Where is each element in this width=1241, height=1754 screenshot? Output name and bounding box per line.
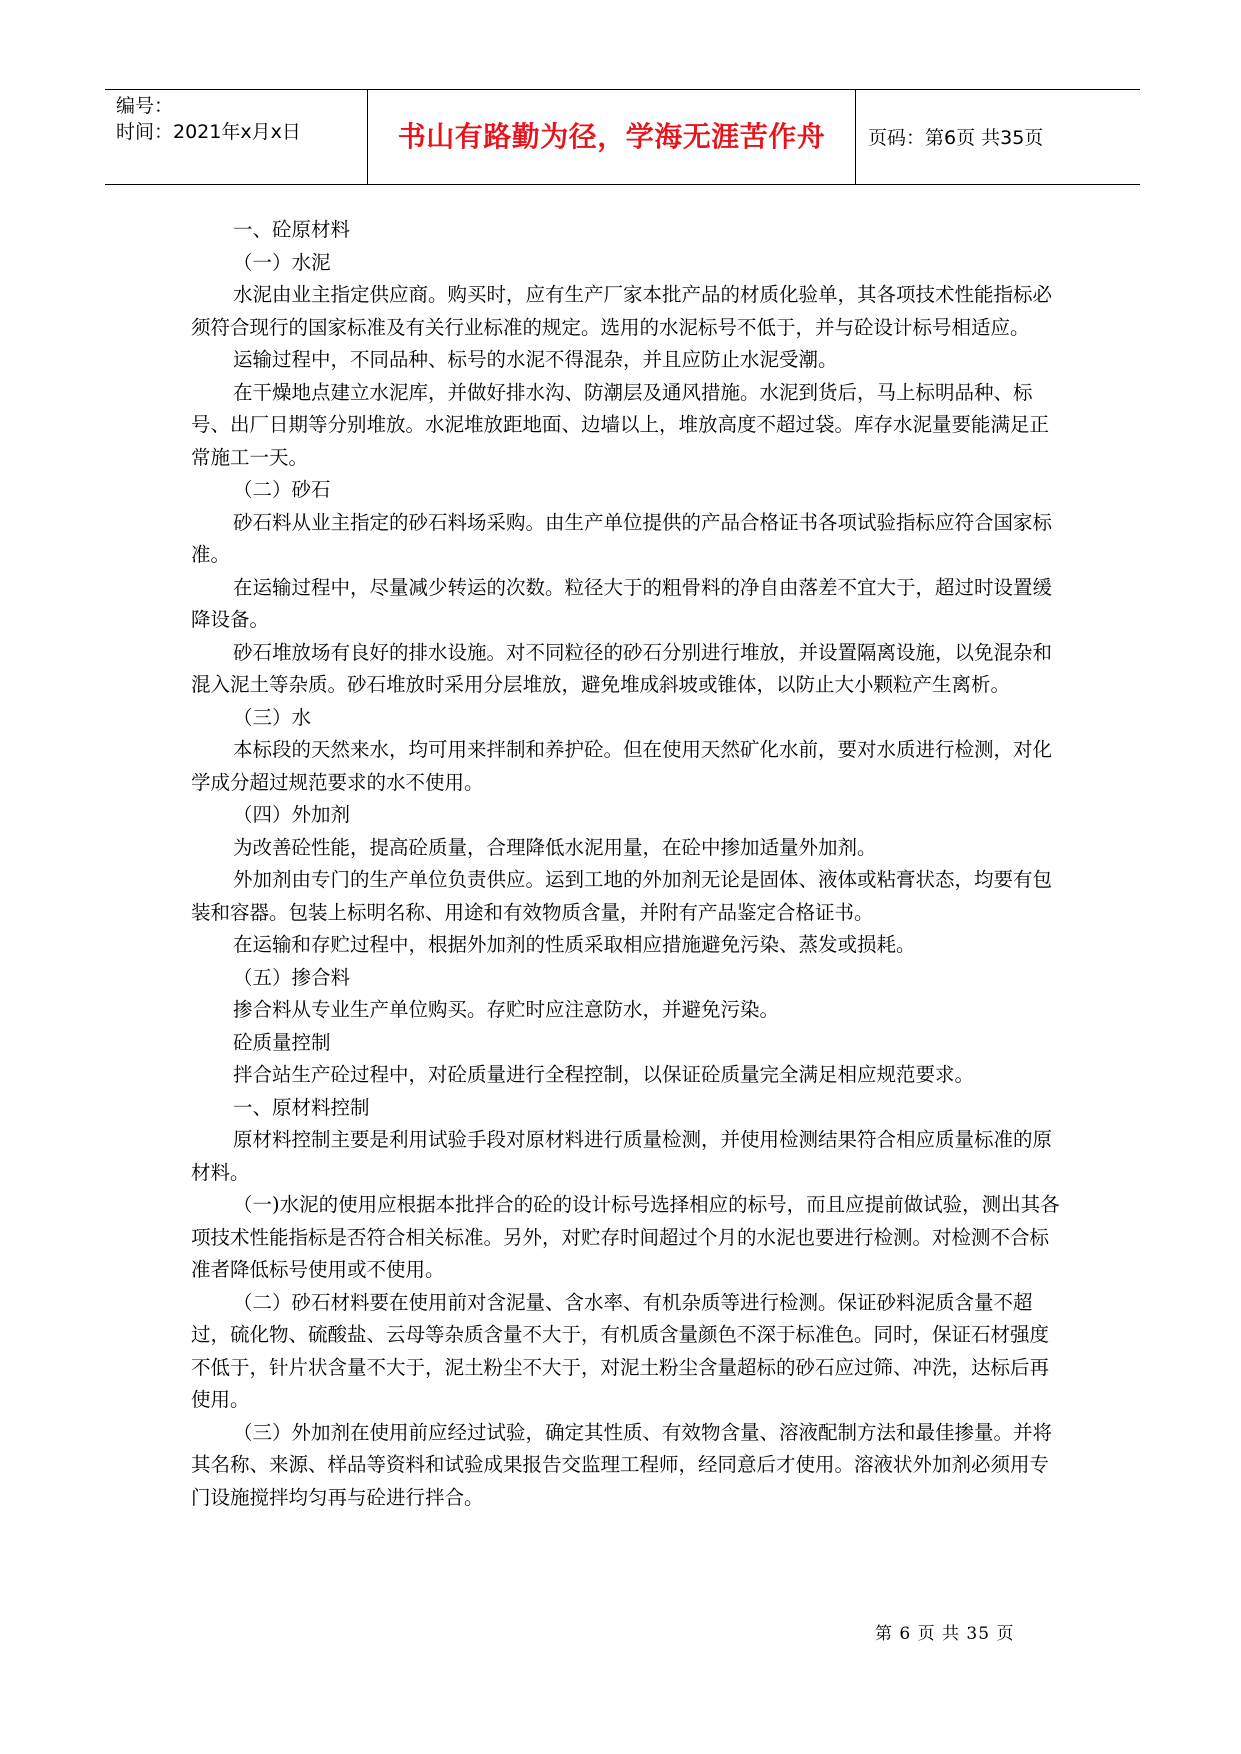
body-paragraph: 本标段的天然来水，均可用来拌制和养护砼。但在使用天然矿化水前，要对水质进行检测，对化学成分超过规范要求的水不使用。 [191,738,1053,794]
header-info-cell [105,90,368,184]
body-paragraph: 原材料控制主要是利用试验手段对原材料进行质量检测，并使用检测结果符合相应质量标准的原材料。 [191,1128,1053,1184]
body-paragraph: 砂石堆放场有良好的排水设施。对不同粒径的砂石分别进行堆放，并设置隔离设施，以免混杂和混入泥土等杂质。砂石堆放时采用分层堆放，避免堆成斜坡或锥体，以防止大小颗粒产生离析。 [191,640,1053,696]
body-paragraph: （一)水泥的使用应根据本批拌合的砼的设计标号选择相应的标号，而且应提前做试验，测出其各项技术性能指标是否符合相关标准。另外，对贮存时间超过个月的水泥也要进行检测。对检测不合标准者降低标号使用或不使用。 [191,1193,1060,1281]
section-heading: 一、砼原材料 [233,218,351,241]
header-motto: 书山有路勤为径，学海无涯苦作舟 [397,120,826,153]
body-paragraph: 运输过程中，不同品种、标号的水泥不得混杂，并且应防止水泥受潮。 [233,348,838,371]
body-paragraph: （三）外加剂在使用前应经过试验，确定其性质、有效物含量、溶液配制方法和最佳掺量。并将其名称、来源、样品等资料和试验成果报告交监理工程师，经同意后才使用。溶液状外加剂必须用专门设施搅拌均匀再与砼进行拌合。 [191,1420,1053,1509]
section-heading: 砼质量控制 [233,1030,331,1054]
document-number-label: 编号： [116,95,174,117]
body-paragraph: （二）砂石材料要在使用前对含泥量、含水率、有机杂质等进行检测。保证砂料泥质含量不超过，硫化物、硫酸盐、云母等杂质含量不大于，有机质含量颜色不深于标准色。同时，保证石材强度不低于，针片状含量不大于，泥土粉尘不大于，对泥土粉尘含量超标的砂石应过筛、冲洗，达标后再使用。 [191,1290,1050,1411]
body-paragraph: 拌合站生产砼过程中，对砼质量进行全程控制，以保证砼质量完全满足相应规范要求。 [233,1063,975,1086]
header-page-number: 页码：第6页 共35页 [868,127,1044,149]
body-paragraph: 在运输和存贮过程中，根据外加剂的性质采取相应措施避免污染、蒸发或损耗。 [233,933,916,956]
body-paragraph: 在干燥地点建立水泥库，并做好排水沟、防潮层及通风措施。水泥到货后，马上标明品种、标号、出厂日期等分别堆放。水泥堆放距地面、边墙以上，堆放高度不超过袋。库存水泥量要能满足正常施工一天。 [191,380,1050,469]
body-paragraph: 水泥由业主指定供应商。购买时，应有生产厂家本批产品的材质化验单，其各项技术性能指标必须符合现行的国家标准及有关行业标准的规定。选用的水泥标号不低于，并与砼设计标号相适应。 [191,283,1053,339]
document-header [105,89,1140,185]
section-heading: （一）水泥 [233,250,331,274]
body-paragraph: 为改善砼性能，提高砼质量，合理降低水泥用量，在砼中掺加适量外加剂。 [233,835,877,859]
body-paragraph: 在运输过程中，尽量减少转运的次数。粒径大于的粗骨料的净自由落差不宜大于，超过时设置缓降设备。 [191,575,1053,631]
body-paragraph: 掺合料从专业生产单位购买。存贮时应注意防水，并避免污染。 [233,998,780,1021]
header-motto-cell [368,90,856,184]
section-heading: （四）外加剂 [233,803,351,826]
section-heading: （二）砂石 [233,478,331,501]
section-heading: 一、原材料控制 [233,1095,370,1119]
document-body [191,214,1064,1514]
section-heading: （三）水 [233,705,312,729]
section-heading: （五）掺合料 [233,965,351,989]
page-footer: 第 6 页 共 35 页 [875,1624,1015,1644]
body-paragraph: 砂石料从业主指定的砂石料场采购。由生产单位提供的产品合格证书各项试验指标应符合国家标准。 [191,510,1053,566]
header-page-cell [856,90,1140,184]
body-paragraph: 外加剂由专门的生产单位负责供应。运到工地的外加剂无论是固体、液体或粘膏状态，均要有包装和容器。包装上标明名称、用途和有效物质含量，并附有产品鉴定合格证书。 [191,868,1053,924]
document-date: 时间：2021年x月x日 [116,121,301,143]
